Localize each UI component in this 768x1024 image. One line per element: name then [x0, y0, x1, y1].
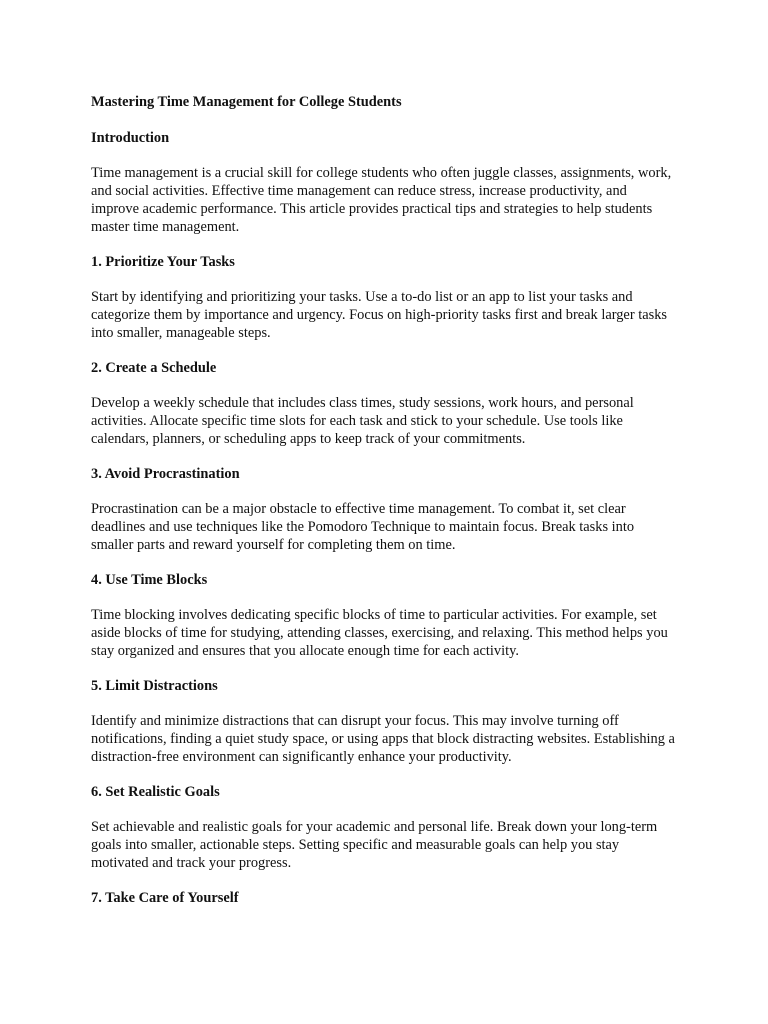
section-paragraph-schedule: Develop a weekly schedule that includes class times, study sessions, work hours, and personal activities. Allocate specific time slots for each task and stick to your schedule. Use tools like calendars, planners, or scheduling apps to keep track of your commitments.	[91, 395, 634, 447]
section-heading-goals: 6. Set Realistic Goals	[91, 784, 220, 800]
section-heading-time-blocks: 4. Use Time Blocks	[91, 572, 208, 588]
section-heading-schedule: 2. Create a Schedule	[91, 360, 217, 376]
section-heading-self-care: 7. Take Care of Yourself	[91, 890, 239, 906]
document-body	[91, 92, 676, 908]
intro-paragraph: Time management is a crucial skill for college students who often juggle classes, assignments, work, and social activities. Effective time management can reduce stress, increase productivity, and improve academic performance. This article provides practical tips and strategies to help students master time management.	[91, 165, 672, 235]
section-paragraph-time-blocks: Time blocking involves dedicating specific blocks of time to particular activities. For example, set aside blocks of time for studying, attending classes, exercising, and relaxing. This method helps you stay organized and ensures that you allocate enough time for each activity.	[91, 607, 668, 659]
section-heading-prioritize: 1. Prioritize Your Tasks	[91, 254, 235, 270]
section-paragraph-prioritize: Start by identifying and prioritizing your tasks. Use a to-do list or an app to list your tasks and categorize them by importance and urgency. Focus on high-priority tasks first and break larger tasks into smaller, manageable steps.	[91, 289, 667, 341]
section-paragraph-distractions: Identify and minimize distractions that can disrupt your focus. This may involve turning off notifications, finding a quiet study space, or using apps that block distracting websites. Establishing a distraction-free environment can significantly enhance your productivity.	[91, 713, 675, 765]
intro-heading: Introduction	[91, 130, 170, 146]
section-paragraph-goals: Set achievable and realistic goals for your academic and personal life. Break down your long-term goals into smaller, actionable steps. Setting specific and measurable goals can help you stay motivated and track your progress.	[91, 819, 658, 871]
section-heading-distractions: 5. Limit Distractions	[91, 678, 218, 694]
section-paragraph-procrastination: Procrastination can be a major obstacle to effective time management. To combat it, set clear deadlines and use techniques like the Pomodoro Technique to maintain focus. Break tasks into smaller parts and reward yourself for completing them on time.	[91, 501, 635, 553]
document-title: Mastering Time Management for College Students	[91, 94, 402, 110]
section-heading-procrastination: 3. Avoid Procrastination	[91, 466, 240, 482]
